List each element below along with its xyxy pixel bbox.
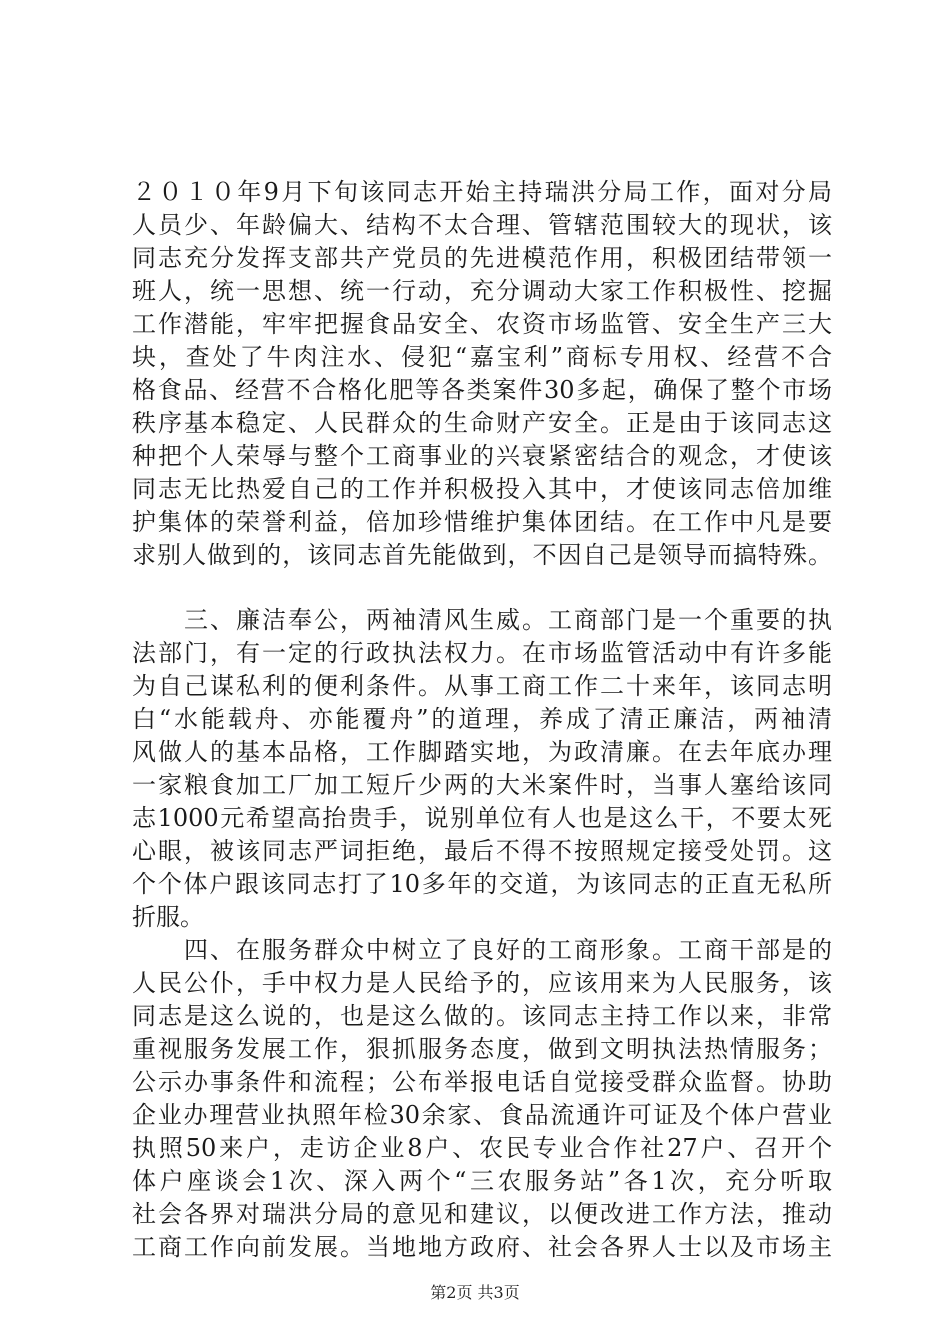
text-line: 格食品、经营不合格化肥等各类案件30多起，确保了整个市场: [132, 376, 832, 404]
text-line: 公示办事条件和流程；公布举报电话自觉接受群众监督。协助: [132, 1068, 832, 1096]
text-line: 风做人的基本品格，工作脚踏实地，为政清廉。在去年底办理: [132, 738, 832, 766]
paragraph-gap: [132, 572, 832, 604]
page-footer: 第2页 共3页: [430, 1283, 520, 1302]
text-line: 心眼，被该同志严词拒绝，最后不得不按照规定接受处罚。这: [132, 837, 832, 865]
text-line: 执照50来户，走访企业8户、农民专业合作社27户、召开个: [132, 1134, 832, 1162]
text-line: 同志无比热爱自己的工作并积极投入其中，才使该同志倍加维: [132, 475, 832, 503]
text-line: 人民公仆，手中权力是人民给予的，应该用来为人民服务，该: [132, 969, 832, 997]
text-line: 求别人做到的，该同志首先能做到，不因自己是领导而搞特殊。: [132, 541, 832, 569]
text-line: 人员少、年龄偏大、结构不太合理、管辖范围较大的现状，该: [132, 211, 832, 239]
paragraph-service: [132, 934, 832, 1264]
text-line: 护集体的荣誉利益，倍加珍惜维护集体团结。在工作中凡是要: [132, 508, 832, 536]
text-line: 同志充分发挥支部共产党员的先进模范作用，积极团结带领一: [132, 244, 832, 272]
text-line: ２０１０年9月下旬该同志开始主持瑞洪分局工作，面对分局: [132, 178, 832, 206]
text-line: 个个体户跟该同志打了10多年的交道，为该同志的正直无私所: [132, 870, 832, 898]
text-line: 三、廉洁奉公，两袖清风生威。工商部门是一个重要的执: [132, 606, 832, 634]
text-line: 白“水能载舟、亦能覆舟”的道理，养成了清正廉洁，两袖清: [132, 705, 832, 733]
text-line: 块，查处了牛肉注水、侵犯“嘉宝利”商标专用权、经营不合: [132, 343, 832, 371]
text-line: 同志是这么说的，也是这么做的。该同志主持工作以来，非常: [132, 1002, 832, 1030]
text-line: 工商工作向前发展。当地地方政府、社会各界人士以及市场主: [132, 1233, 832, 1261]
text-line: 种把个人荣辱与整个工商事业的兴衰紧密结合的观念，才使该: [132, 442, 832, 470]
text-line: 法部门，有一定的行政执法权力。在市场监管活动中有许多能: [132, 639, 832, 667]
text-line: 班人，统一思想、统一行动，充分调动大家工作积极性、挖掘: [132, 277, 832, 305]
text-line: 重视服务发展工作，狠抓服务态度，做到文明执法热情服务；: [132, 1035, 832, 1063]
text-line: 秩序基本稳定、人民群众的生命财产安全。正是由于该同志这: [132, 409, 832, 437]
paragraph-integrity: [132, 604, 832, 934]
text-line: 一家粮食加工厂加工短斤少两的大米案件时，当事人塞给该同: [132, 771, 832, 799]
text-line: 社会各界对瑞洪分局的意见和建议，以便改进工作方法，推动: [132, 1200, 832, 1228]
body-text: [132, 176, 832, 1264]
text-line: 四、在服务群众中树立了良好的工商形象。工商干部是的: [132, 936, 832, 964]
text-line: 为自己谋私利的便利条件。从事工商工作二十来年，该同志明: [132, 672, 832, 700]
text-line: 志1000元希望高抬贵手，说别单位有人也是这么干，不要太死: [132, 804, 832, 832]
text-line: 体户座谈会1次、深入两个“三农服务站”各1次，充分听取: [132, 1167, 832, 1195]
paragraph-leadership: [132, 176, 832, 572]
text-line: 工作潜能，牢牢把握食品安全、农资市场监管、安全生产三大: [132, 310, 832, 338]
text-line: 企业办理营业执照年检30余家、食品流通许可证及个体户营业: [132, 1101, 832, 1129]
text-line: 折服。: [132, 903, 204, 931]
